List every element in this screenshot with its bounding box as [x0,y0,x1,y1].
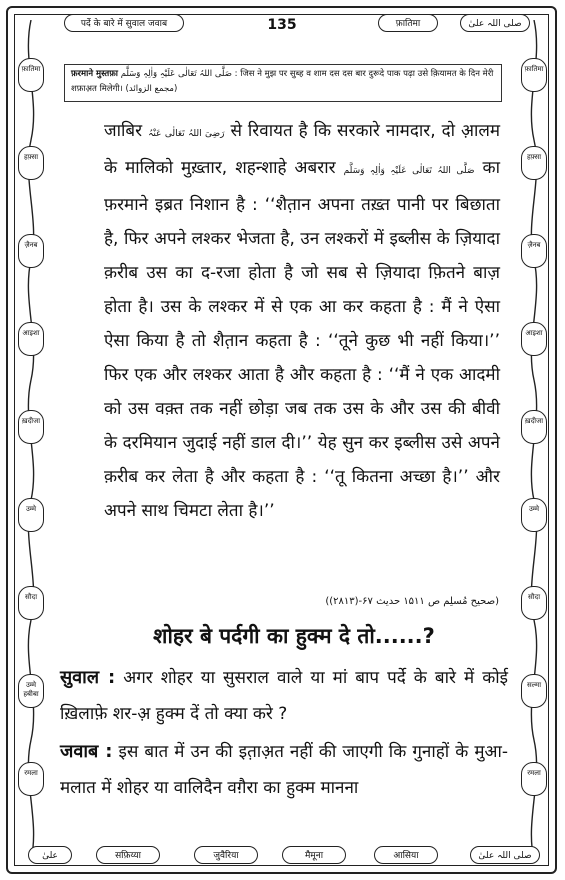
left-side-badge: उम्मे [18,498,44,532]
right-side-badge: हफ़्सा [521,146,547,180]
farmaan-ref: (مجمع الزوائد) [125,84,178,94]
hadith-reference: (صحیح مُسلِم ص ۱۵۱۱ حدیث ۶۷-(۲۸۱۳)) [325,596,499,607]
farmaan-label: फ़रमाने मुस्तफ़ा [71,69,118,79]
answer-label: जवाब : [60,741,113,762]
paragraph-part-1: जाबिर [104,121,143,141]
farmaan-text: : जिस ने मुझ पर सुब्ह व शाम दस दस बार दुरूदे पाक पढ़ा उसे क़ियामत के दिन मेरी शफ़ाअ़त मिलेगी। [71,69,494,94]
hadith-paragraph [104,114,500,528]
paragraph-arabic-2: صَلَّی اللہُ تَعَالٰی عَلَیْہِ وَاٰلِہٖ وَسَلَّم [343,166,475,176]
paragraph-part-2: से रिवायत है कि सरकारे नामदार, दो आ़लम के मालिको मुख़्तार, शहन्शाहे अबरार [104,121,501,178]
left-side-badge: सौदा [18,586,44,620]
farmaan-arabic: صَلَّی اللہُ تَعَالٰی عَلَیْہِ وَاٰلِہٖ وَسَلَّم [120,69,232,79]
answer-block [60,734,508,806]
paragraph-arabic-1: رَضِیَ اللہُ تَعَالٰی عَنْہُ [148,129,225,139]
footer-name-1: जुवैरिया [194,846,258,864]
farmaan-box [64,64,502,102]
footer-corner-left: علیٰ [28,846,72,864]
header-corner-right: صلی اللہ علیٰ [460,14,530,32]
left-side-badge: ज़ैनब [18,234,44,268]
left-side-badge: ख़दीजा [18,410,44,444]
page-number: 135 [267,17,297,33]
right-side-badge: उम्मे [521,498,547,532]
header-title-right: फ़ातिमा [378,14,438,32]
left-side-badge: फ़ातिमा [18,58,44,92]
footer-corner-right: صلی اللہ علیٰ [470,846,540,864]
question-block [60,660,508,732]
right-side-badge: आइशा [521,322,547,356]
right-side-badge: रमला [521,762,547,796]
footer-name-3: आसिया [374,846,438,864]
paragraph-part-3: का फ़रमाने इब्रत निशान है : ‘‘शैत़ान अपना तख़्त पानी पर बिछाता है, फिर अपने लश्कर भेजता है, उन लश्करों में इब्लीस के ज़ियादा क़रीब उस का द-रजा होता है जो सब से ज़ियादा फ़ितने बाज़ होता है। उस के लश्कर में से एक आ कर कहता है : मैं ने ऐसा ऐसा किया है तो शैत़ान कहता है : ‘‘तूने कुछ भी नहीं किया।’’ फिर एक और लश्कर आता है और कहता है : ‘‘मैं ने एक आदमी को उस वक़्त तक नहीं छोड़ा जब तक उस के और उस की बीवी के दरमियान जुदाई नहीं डाल दी।’’ येह सुन कर इब्लीस उसे अपने क़रीब कर लेता है और कहता है : ‘‘तू कितना अच्छा है।’’ और अपने साथ चिमटा लेता है।’’ [104,158,501,521]
question-text: अगर शोहर या सुसराल वाले या मां बाप पर्दे के बारे में कोई ख़िलाफ़े शर-अ़ हुक्म दें तो क्या करे ? [60,668,509,724]
answer-text: इस बात में उन की इत़ाअ़त नहीं की जाएगी कि गुनाहों के मुआ-मलात में शोहर या वालिदैन वग़ैरा का हुक्म मानना [60,742,508,798]
right-side-badge: सल्मा [521,674,547,708]
left-side-badge: हफ़्सा [18,146,44,180]
left-side-badge: आइशा [18,322,44,356]
footer-name-2: मैमूना [282,846,346,864]
right-side-badge: सौदा [521,586,547,620]
right-side-badge: फ़ातिमा [521,58,547,92]
left-side-badge: रमला [18,762,44,796]
question-label: सुवाल : [60,667,116,688]
right-side-badge: ज़ैनब [521,234,547,268]
left-side-badge: उम्मे हबीबा [18,674,44,708]
section-heading: शोहर बे पर्दगी का हुक्म दे तो......? [153,624,435,648]
header-title-left: पर्दे के बारे में सुवाल जवाब [64,14,184,32]
right-side-badge: ख़दीजा [521,410,547,444]
footer-name-0: सफ़िय्या [96,846,160,864]
